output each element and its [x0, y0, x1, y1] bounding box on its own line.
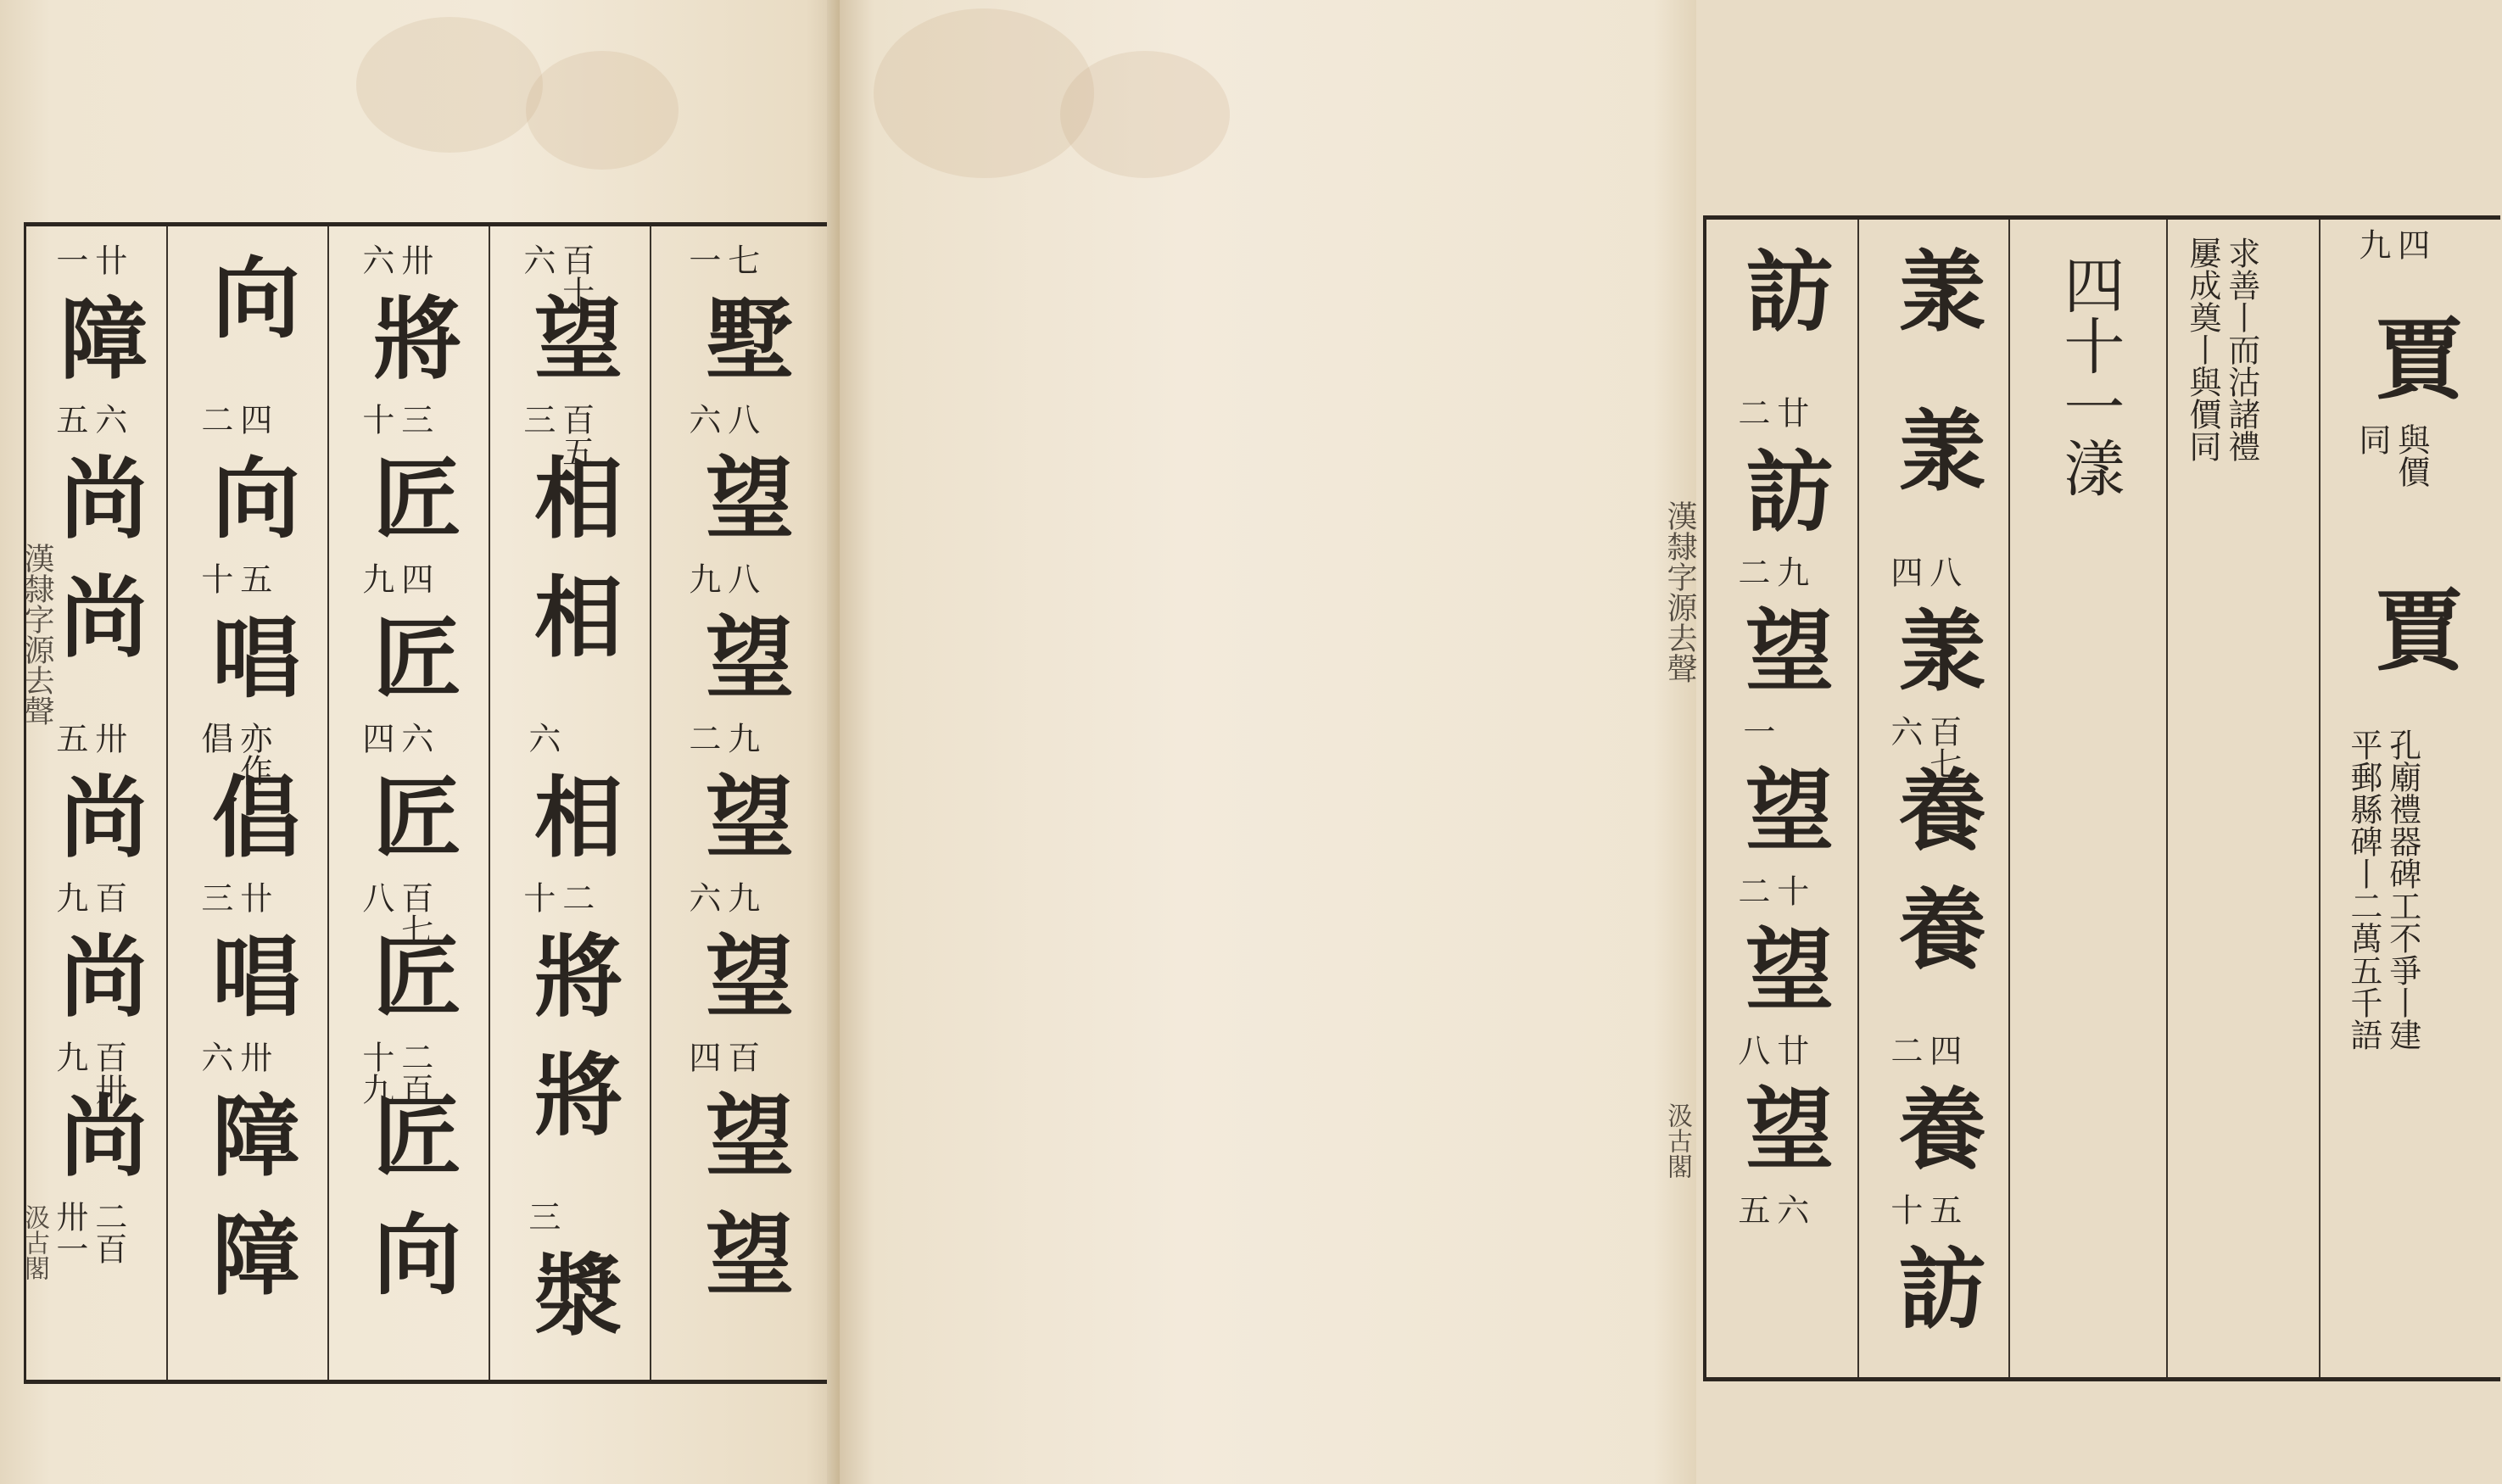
note-text: 六 [1771, 1193, 1809, 1225]
glyph-character: 向 [358, 1208, 462, 1297]
glyph-character: 相 [519, 571, 623, 659]
note-text: 一 [50, 243, 88, 276]
note-text: 孔廟禮器碑工不爭丨建 [2383, 728, 2421, 1051]
glyph-character: 匠 [358, 452, 462, 540]
annotation-note [197, 881, 270, 913]
annotation-note [1734, 396, 1807, 428]
note-text: 亦作 [234, 722, 272, 786]
glyph-jia-1: 賈 [2360, 313, 2464, 401]
note-text: 九 [356, 562, 394, 594]
note-text: 四 [356, 722, 394, 754]
glyph-character: 倡 [197, 771, 301, 859]
note-text: 一 [683, 243, 721, 276]
note-text: 二 [556, 881, 595, 913]
note-text: 卅 [395, 243, 433, 276]
annotation-note [683, 722, 760, 754]
glyph-character: 將 [519, 930, 623, 1018]
glyph-character: 羕 [1883, 605, 1987, 693]
right-margin-title: 漢隸字源去聲 [1662, 500, 1697, 683]
note-text: 九 [50, 881, 88, 913]
note-text: 四 [683, 1040, 721, 1073]
glyph-character: 望 [1730, 764, 1835, 852]
note-text: 五 [50, 722, 88, 754]
glyph-character: 羕 [1883, 245, 1987, 333]
annotation-note [683, 243, 760, 276]
glyph-character: 向 [197, 452, 301, 540]
note-text: 十 [517, 881, 556, 913]
glyph-character: 匠 [358, 611, 462, 700]
note-text: 二 [1732, 874, 1770, 907]
annotation-note [197, 562, 270, 594]
glyph-character: 障 [197, 1090, 301, 1178]
note-text: 九 [2353, 228, 2391, 260]
note-text: 與價 [2392, 423, 2430, 488]
glyph-character: 望 [690, 1208, 795, 1297]
glyph-character: 相 [519, 771, 623, 859]
glyph-character: 養 [1883, 764, 1987, 852]
note-text: 三 [195, 881, 233, 913]
note-text: 六 [195, 1040, 233, 1073]
note-text: 六 [1885, 715, 1923, 747]
left-page [0, 0, 840, 1484]
note-text: 二 [1732, 555, 1770, 588]
left-margin-title: 漢隸字源去聲 [20, 543, 54, 726]
jia-long-note [2346, 728, 2419, 1051]
note-text: 倡 [195, 722, 233, 754]
left-col-4 [166, 226, 327, 1380]
paper-stain [526, 51, 679, 170]
annotation-note [1885, 1193, 1962, 1225]
right-col-fang [1706, 220, 1857, 1377]
left-col-3 [327, 226, 489, 1380]
note-text: 十 [1885, 1193, 1923, 1225]
note-text: 六 [356, 243, 394, 276]
glyph-character: 望 [690, 611, 795, 700]
glyph-jia-2: 賈 [2360, 584, 2464, 672]
right-margin-house: 汲古閣 [1662, 1102, 1692, 1179]
annotation-note [519, 722, 561, 754]
glyph-character: 障 [44, 293, 149, 381]
glyph-character: 尚 [44, 1090, 149, 1178]
note-text: 卅 [89, 722, 127, 754]
note-text: 百七 [1924, 715, 1962, 779]
right-col-quote [2166, 220, 2319, 1377]
glyph-character: 將 [519, 1049, 623, 1137]
note-text: 八 [1732, 1034, 1770, 1066]
quote-line: 屢成奠丨與價同 [2183, 237, 2221, 462]
paper-stain [874, 8, 1094, 178]
annotation-note [1885, 1034, 1962, 1066]
annotation-note [197, 403, 270, 435]
glyph-character: 訪 [1730, 445, 1835, 533]
note-text: 二百 [395, 1040, 433, 1105]
note-text: 四 [2392, 228, 2430, 260]
note-text: 九 [1771, 555, 1809, 588]
right-col-yang [1857, 220, 2008, 1377]
note-text: 百十 [556, 243, 595, 308]
glyph-character: 漿 [519, 1249, 623, 1337]
glyph-character: 墅 [690, 293, 795, 381]
annotation-note [683, 881, 760, 913]
jia-top-note [2353, 228, 2430, 260]
note-text: 十九 [356, 1040, 394, 1105]
note-text: 五 [234, 562, 272, 594]
annotation-note [1885, 555, 1962, 588]
glyph-character: 望 [690, 1090, 795, 1178]
annotation-note [358, 562, 431, 594]
annotation-note [683, 1040, 760, 1073]
note-text: 四 [1885, 555, 1923, 588]
annotation-note [358, 243, 431, 276]
annotation-note [683, 403, 760, 435]
note-text: 五 [50, 403, 88, 435]
quote-note [2185, 237, 2258, 462]
note-text: 七 [722, 243, 760, 276]
glyph-character: 匠 [358, 930, 462, 1018]
note-text: 六 [395, 722, 433, 754]
annotation-note [1734, 1193, 1807, 1225]
note-text: 十 [356, 403, 394, 435]
glyph-character: 尚 [44, 930, 149, 1018]
glyph-character: 唱 [197, 930, 301, 1018]
glyph-character: 羕 [1883, 404, 1987, 493]
note-text: 六 [89, 403, 127, 435]
annotation-note [1734, 555, 1807, 588]
glyph-character: 唱 [197, 611, 301, 700]
section-heading: 四十一漾 [2053, 254, 2125, 498]
note-text: 二 [1732, 396, 1770, 428]
note-text: 廿 [1771, 396, 1809, 428]
note-text: 六 [683, 403, 721, 435]
annotation-note [1734, 1034, 1807, 1066]
note-text: 百卅 [89, 1040, 127, 1105]
glyph-character: 訪 [1883, 1242, 1987, 1331]
annotation-note [519, 1200, 561, 1232]
left-col-2 [489, 226, 650, 1380]
glyph-character: 望 [690, 452, 795, 540]
glyph-character: 將 [358, 293, 462, 381]
annotation-note [52, 722, 125, 754]
quote-line: 求善丨而沽諸禮 [2222, 237, 2260, 462]
note-text: 十 [195, 562, 233, 594]
note-text: 平郵縣碑丨二萬五千語 [2344, 728, 2382, 1051]
note-text: 四 [395, 562, 433, 594]
note-text: 同 [2353, 423, 2391, 455]
annotation-note [197, 1040, 270, 1073]
note-text: 百 [89, 881, 127, 913]
left-text-frame [24, 222, 831, 1384]
right-col-jia [2319, 220, 2500, 1377]
note-text: 十 [1771, 874, 1809, 907]
note-text: 卅 [234, 1040, 272, 1073]
note-text: 六 [517, 243, 556, 276]
glyph-character: 尚 [44, 571, 149, 659]
note-text: 三 [517, 403, 556, 435]
right-page [840, 0, 2464, 1484]
annotation-note [517, 881, 595, 913]
glyph-character: 養 [1883, 1083, 1987, 1171]
note-text: 二百 [89, 1200, 127, 1264]
note-text: 四 [1924, 1034, 1962, 1066]
note-text: 百五 [556, 403, 595, 467]
note-text: 四 [234, 403, 272, 435]
note-text: 九 [722, 722, 760, 754]
paper-stain [356, 17, 543, 153]
annotation-note [358, 403, 431, 435]
annotation-note [52, 403, 125, 435]
glyph-character: 養 [1883, 883, 1987, 971]
annotation-note [52, 243, 125, 276]
note-text: 五 [1924, 1193, 1962, 1225]
glyph-character: 尚 [44, 771, 149, 859]
annotation-note [358, 722, 431, 754]
note-text: 百 [722, 1040, 760, 1073]
glyph-character: 訪 [1730, 245, 1835, 333]
note-text: 九 [683, 562, 721, 594]
note-text: 百七 [395, 881, 433, 946]
glyph-character: 望 [1730, 923, 1835, 1012]
note-text: 八 [356, 881, 394, 913]
left-col-1 [650, 226, 831, 1380]
paper-stain [1060, 51, 1230, 178]
glyph-character: 望 [519, 293, 623, 381]
note-text: 廿 [1771, 1034, 1809, 1066]
note-text: 二 [195, 403, 233, 435]
glyph-character: 望 [690, 771, 795, 859]
jia-note-1 [2353, 423, 2430, 488]
glyph-character: 障 [197, 1208, 301, 1297]
note-text: 二 [683, 722, 721, 754]
note-text: 卅一 [50, 1200, 88, 1264]
note-text: 六 [683, 881, 721, 913]
glyph-character: 匠 [358, 1090, 462, 1178]
annotation-note [52, 1200, 125, 1264]
note-text: 八 [722, 562, 760, 594]
right-col-section [2008, 220, 2166, 1377]
annotation-note [1734, 715, 1773, 747]
note-text: 三 [395, 403, 433, 435]
note-text: 六 [522, 722, 561, 754]
annotation-note [52, 881, 125, 913]
glyph-character: 尚 [44, 452, 149, 540]
note-text: 八 [1924, 555, 1962, 588]
note-text: 九 [722, 881, 760, 913]
note-text: 卄 [89, 243, 127, 276]
left-margin-house: 汲古閣 [20, 1204, 49, 1280]
glyph-character: 望 [690, 930, 795, 1018]
note-text: 八 [722, 403, 760, 435]
glyph-character: 望 [1730, 605, 1835, 693]
glyph-character: 匠 [358, 771, 462, 859]
annotation-note [1734, 874, 1807, 907]
note-text: 三 [522, 1200, 561, 1232]
glyph-character: 相 [519, 452, 623, 540]
glyph-character: 望 [1730, 1083, 1835, 1171]
left-col-5 [26, 226, 166, 1380]
annotation-note [683, 562, 760, 594]
glyph-character: 向 [197, 252, 301, 340]
right-text-frame [1703, 215, 2500, 1381]
note-text: 五 [1732, 1193, 1770, 1225]
note-text: 九 [50, 1040, 88, 1073]
note-text: 卄 [234, 881, 272, 913]
note-text: 一 [1737, 715, 1775, 747]
note-text: 二 [1885, 1034, 1923, 1066]
